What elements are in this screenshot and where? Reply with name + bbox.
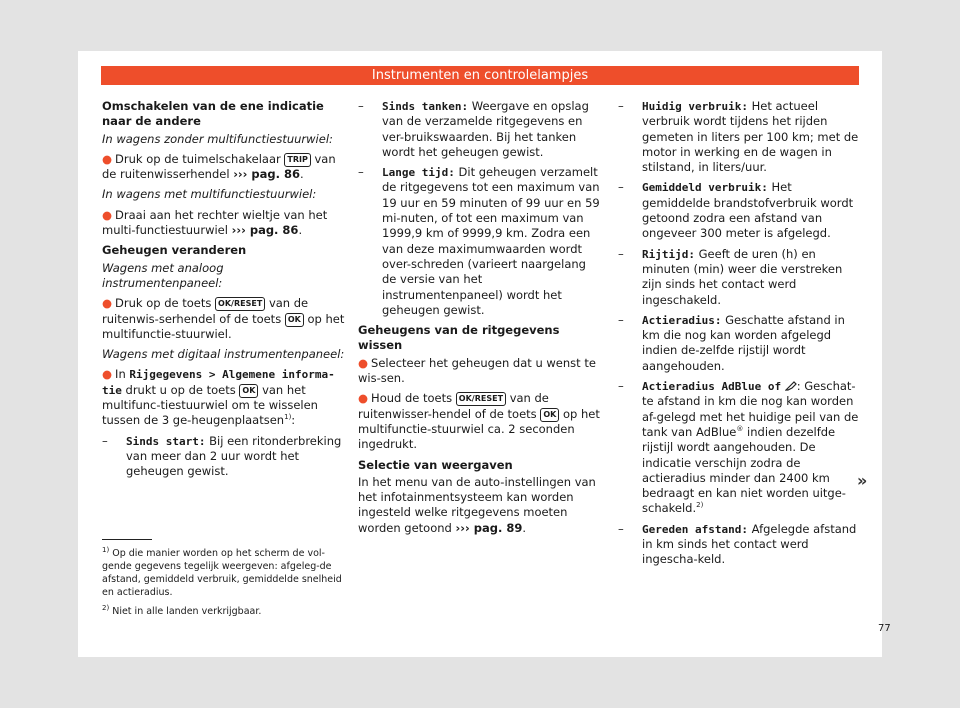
list-item-huidig-verbruik: – Huidig verbruik: Het actueel verbruik wordt tijdens het rijden gemeten in liters per 100 km; met de motor in werking en de wagen in stilstand, in liters/uur.	[618, 99, 859, 175]
page-number: 77	[878, 623, 891, 634]
column-1	[102, 99, 347, 485]
menu-path: Rijgegevens > Algemene informa-tie	[102, 368, 335, 397]
bullet-wheel: ● Draai aan het rechter wieltje van het multi-functiestuurwiel ››› pag. 86.	[102, 207, 328, 238]
bullet-icon: ●	[102, 296, 113, 311]
footnote-2: $^{2)}$ Niet in alle landen verkrijgbaar.	[102, 603, 262, 617]
page-reference-link[interactable]: ››› pag. 86	[233, 167, 301, 182]
trip-key-icon: TRIP	[284, 153, 310, 167]
bullet-icon: ●	[102, 207, 113, 222]
ok-reset-key-icon: OK/RESET	[456, 392, 506, 406]
ok-key-icon: OK	[239, 384, 258, 398]
ok-key-icon: OK	[285, 313, 304, 327]
page-reference-link[interactable]: ››› pag. 89	[455, 520, 523, 535]
subheading-mfsw: In wagens met multifunctiestuurwiel:	[102, 187, 317, 202]
bullet-okreset: ● Druk op de toets OK/RESET van de ruitenwis-serhendel of de toets OK op het multifunctie-stuurwiel.	[102, 296, 345, 341]
footnote-ref-1: 1)	[284, 413, 292, 422]
footnote-ref-2: 2)	[696, 501, 704, 510]
list-item-actieradius: – Actieradius: Geschatte afstand in km die nog kan worden afgelegd indien de-zelfde rijstijl wordt aangehouden.	[618, 312, 845, 373]
heading-change-memory: Geheugen veranderen	[102, 243, 247, 258]
adblue-nozzle-icon	[785, 381, 797, 391]
list-item-gereden-afstand: – Gereden afstand: Afgelegde afstand in km sinds het contact werd ingescha-keld.	[618, 521, 857, 567]
bullet-icon: ●	[358, 391, 369, 406]
bullet-hold: ● Houd de toets OK/RESET van de ruitenwisser-hendel of de toets OK op het multifunctie-stuurwiel ca. 2 seconden ingedrukt.	[358, 391, 600, 452]
list-item-sinds-tanken: – Sinds tanken: Weergave en opslag van de verzamelde ritgegevens en ver-bruikswaarden. Bij het tanken wordt het geheugen gewist.	[358, 99, 589, 159]
subheading-no-mfsw: In wagens zonder multifunctiestuurwiel:	[102, 131, 333, 146]
bullet-icon: ●	[102, 151, 113, 166]
bullet-icon: ●	[102, 367, 113, 382]
page-reference-link[interactable]: ››› pag. 86	[231, 223, 299, 238]
bullet-select: ● Selecteer het geheugen dat u wenst te wis-sen.	[358, 355, 596, 386]
list-item-lange-tijd: – Lange tijd: Dit geheugen verzamelt de ritgegevens tot een maximum van 19 uur en 59 minuten of 99 uur en 59 mi-nuten, of tot een maximum van 1999,9 km of 9999,9 km. Zodra een van deze maximumwaarden wordt over-schreden (varieert naargelang de versie van het instrumentenpaneel) wordt het geheugen gewist.	[358, 165, 600, 317]
column-2	[358, 99, 603, 541]
footnote-divider	[102, 539, 152, 540]
list-item-rijtijd: – Rijtijd: Geeft de uren (h) en minuten (min) weer die verstreken zijn sinds het contact werd ingeschakeld.	[618, 246, 843, 307]
ok-key-icon: OK	[540, 408, 559, 422]
subheading-digital: Wagens met digitaal instrumentenpaneel:	[102, 347, 345, 362]
paragraph-view-selection: In het menu van de auto-instellingen van het infotainmentsysteem kan worden ingesteld welke ritgegevens moeten worden getoond ››› pag. 89.	[358, 474, 596, 535]
list-item-actieradius-adblue: – Actieradius AdBlue of : Geschat-te afstand in km die nog kan worden af-gelegd met het huidige peil van de tank van AdBlue® indien dezelfde rijstijl wordt aangehouden. De indicatie verschijn zodra de actieradius minder dan 2400 km bedraagt en kan niet worden uitge-schakeld.$^{2)}$	[618, 379, 859, 516]
heading-clear-memory: Geheugens van de ritgegevens wissen	[358, 323, 560, 353]
list-item-sinds-start: – Sinds start: Bij een ritonderbreking van meer dan 2 uur wordt het geheugen gewist.	[102, 433, 342, 479]
ok-reset-key-icon: OK/RESET	[215, 297, 265, 311]
subheading-analog: Wagens met analoog instrumentenpaneel:	[102, 260, 224, 290]
continue-arrow-icon: »	[857, 471, 868, 490]
list-item-gemiddeld-verbruik: – Gemiddeld verbruik: Het gemiddelde brandstofverbruik wordt getoond zodra een afstand van ongeveer 300 meter is afgelegd.	[618, 180, 854, 241]
bullet-trip: ● Druk op de tuimelschakelaar TRIP van de ruitenwisserhendel ››› pag. 86.	[102, 151, 336, 182]
heading-view-selection: Selectie van weergaven	[358, 457, 513, 472]
footnote-1: $^{1)}$ Op die manier worden op het scherm de vol-gende gegevens tegelijk weergeven: afgeleg-de afstand, gemiddeld verbruik, gemiddelde snelheid en actieradius.	[102, 545, 342, 598]
bullet-icon: ●	[358, 355, 369, 370]
section-header: Instrumenten en controlelampjes	[101, 66, 859, 85]
heading-switch-indication: Omschakelen van de ene indicatie naar de andere	[102, 99, 324, 129]
bullet-menu: ● In Rijgegevens > Algemene informa-tie drukt u op de toets OK van het multifunc-tiestuurwiel om te wisselen tussen de 3 ge-heugenplaatsen$^{1)}$:	[102, 367, 335, 428]
column-3	[618, 99, 863, 573]
